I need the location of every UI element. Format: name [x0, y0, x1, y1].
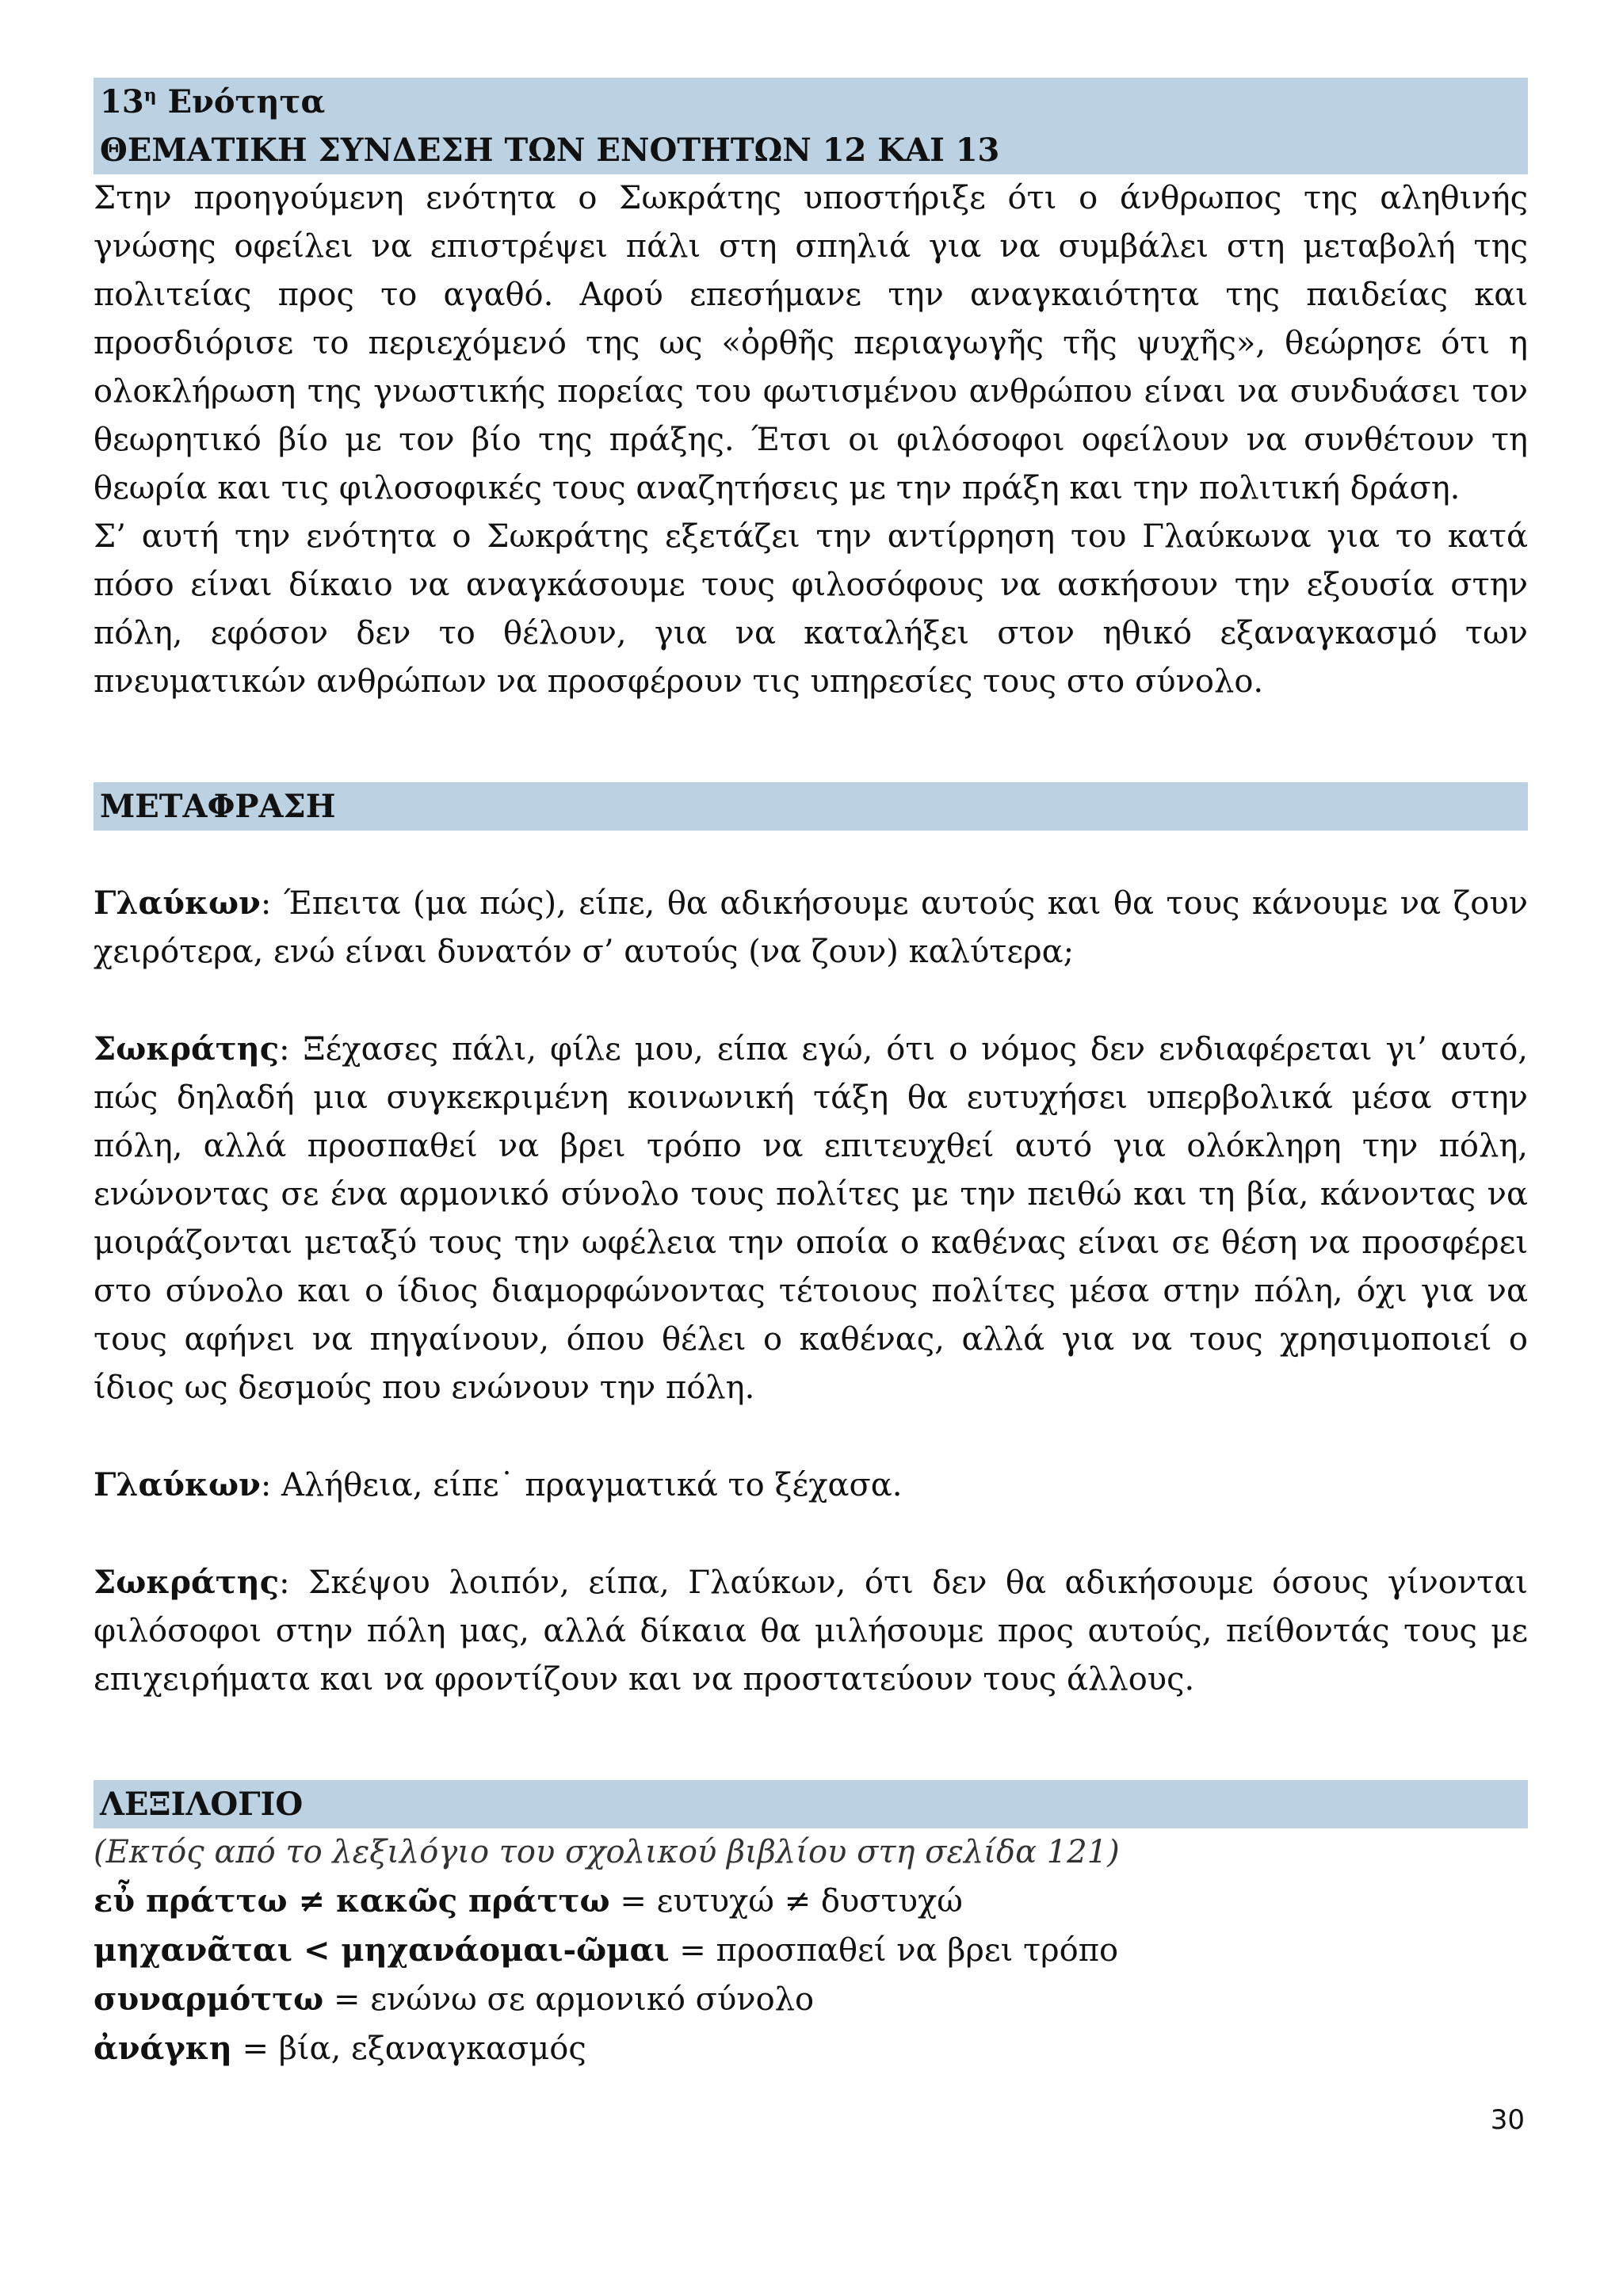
speaker-name: Γλαύκων: [94, 1466, 261, 1503]
dialogue-text: : Αλήθεια, είπε˙ πραγματικά το ξέχασα.: [260, 1467, 903, 1503]
unit-header: [94, 78, 1528, 174]
speaker-name: Σωκράτης: [94, 1564, 280, 1601]
dialogue-line: [94, 1558, 1528, 1704]
vocabulary-note: (Εκτός από το λεξιλόγιο του σχολικού βιβλίου στη σελίδα 121): [94, 1834, 1120, 1870]
speaker-name: Γλαύκων: [94, 884, 261, 922]
document-page: [94, 78, 1528, 2073]
vocabulary-term: μηχανᾶται < μηχανάομαι-ῶμαι: [94, 1931, 670, 1969]
vocabulary-entry: [94, 1926, 1528, 1975]
vocabulary-entry: [94, 1877, 1528, 1926]
vocabulary-heading: ΛΕΞΙΛΟΓΙΟ: [94, 1780, 1528, 1828]
dialogue-line: [94, 879, 1528, 976]
unit-number: 13: [100, 83, 144, 120]
unit-word: Ενότητα: [167, 83, 326, 120]
unit-label: [100, 78, 1522, 126]
page-number: 30: [1490, 2104, 1525, 2136]
vocabulary-meaning: = βία, εξαναγκασμός: [231, 2030, 586, 2067]
vocabulary-term: εὖ πράττω ≠ κακῶς πράττω: [94, 1882, 610, 1920]
vocabulary-meaning: = προσπαθεί να βρει τρόπο: [669, 1932, 1119, 1969]
dialogue-line: [94, 1461, 1528, 1510]
intro-paragraph: Στην προηγούμενη ενότητα ο Σωκράτης υποστήριξε ότι ο άνθρωπος της αληθινής γνώσης οφείλει να επιστρέψει πάλι στη σπηλιά για να συμβάλει στη μεταβολή της πολιτείας προς το αγαθό. Αφού επεσήμανε την αναγκαιότητα της παιδείας και προσδιόρισε το περιεχόμενό της ως «ὀρθῆς περιαγωγῆς τῆς ψυχῆς», θεώρησε ότι η ολοκλήρωση της γνωστικής πορείας του φωτισμένου ανθρώπου είναι να συνδυάσει τον θεωρητικό βίο με τον βίο της πράξης. Έτσι οι φιλόσοφοι οφείλουν να συνθέτουν τη θεωρία και τις φιλοσοφικές τους αναζητήσεις με την πράξη και την πολιτική δράση.: [94, 180, 1528, 506]
dialogue-line: [94, 1025, 1528, 1412]
vocabulary-meaning: = ενώνω σε αρμονικό σύνολο: [323, 1981, 815, 2018]
vocabulary-entry: [94, 2024, 1528, 2073]
dialogue-text: : Σκέψου λοιπόν, είπα, Γλαύκων, ότι δεν θα αδικήσουμε όσους γίνονται φιλόσοφοι στην πόλη μας, αλλά δίκαια θα μιλήσουμε προς αυτούς, πείθοντάς τους με επιχειρήματα και να φροντίζουν και να προστατεύουν τους άλλους.: [94, 1564, 1528, 1698]
vocabulary-term: συναρμόττω: [94, 1981, 324, 2018]
vocabulary-entry: [94, 1975, 1528, 2024]
dialogue-text: : Έπειτα (μα πώς), είπε, θα αδικήσουμε αυτούς και θα τους κάνουμε να ζουν χειρότερα, ενώ είναι δυνατόν σ’ αυτούς (να ζουν) καλύτερα;: [94, 885, 1528, 970]
vocabulary-meaning: = ευτυχώ ≠ δυστυχώ: [609, 1883, 963, 1920]
translation-heading: ΜΕΤΑΦΡΑΣΗ: [94, 782, 1528, 831]
unit-title: ΘΕΜΑΤΙΚΗ ΣΥΝΔΕΣΗ ΤΩΝ ΕΝΟΤΗΤΩΝ 12 ΚΑΙ 13: [100, 132, 1000, 169]
speaker-name: Σωκράτης: [94, 1030, 280, 1068]
unit-number-suffix: η: [143, 85, 157, 106]
vocabulary-term: ἀνάγκη: [94, 2030, 232, 2067]
dialogue-text: : Ξέχασες πάλι, φίλε μου, είπα εγώ, ότι ο νόμος δεν ενδιαφέρεται γι’ αυτό, πώς δηλαδή μια συγκεκριμένη κοινωνική τάξη θα ευτυχήσει υπερβολικά μέσα στην πόλη, αλλά προσπαθεί να βρει τρόπο να επιτευχθεί αυτό για ολόκληρη την πόλη, ενώνοντας σε ένα αρμονικό σύνολο τους πολίτες με την πειθώ και τη βία, κάνοντας να μοιράζονται μεταξύ τους την ωφέλεια την οποία ο καθένας είναι σε θέση να προσφέρει στο σύνολο και ο ίδιος διαμορφώνοντας τέτοιους πολίτες μέσα στην πόλη, όχι για να τους αφήνει να πηγαίνουν, όπου θέλει ο καθένας, αλλά για να τους χρησιμοποιεί ο ίδιος ως δεσμούς που ενώνουν την πόλη.: [94, 1031, 1528, 1406]
intro-paragraph: Σ’ αυτή την ενότητα ο Σωκράτης εξετάζει την αντίρρηση του Γλαύκωνα για το κατά πόσο είναι δίκαιο να αναγκάσουμε τους φιλοσόφους να ασκήσουν την εξουσία στην πόλη, εφόσον δεν το θέλουν, για να καταλήξει στον ηθικό εξαναγκασμό των πνευματικών ανθρώπων να προσφέρουν τις υπηρεσίες τους στο σύνολο.: [94, 518, 1528, 700]
